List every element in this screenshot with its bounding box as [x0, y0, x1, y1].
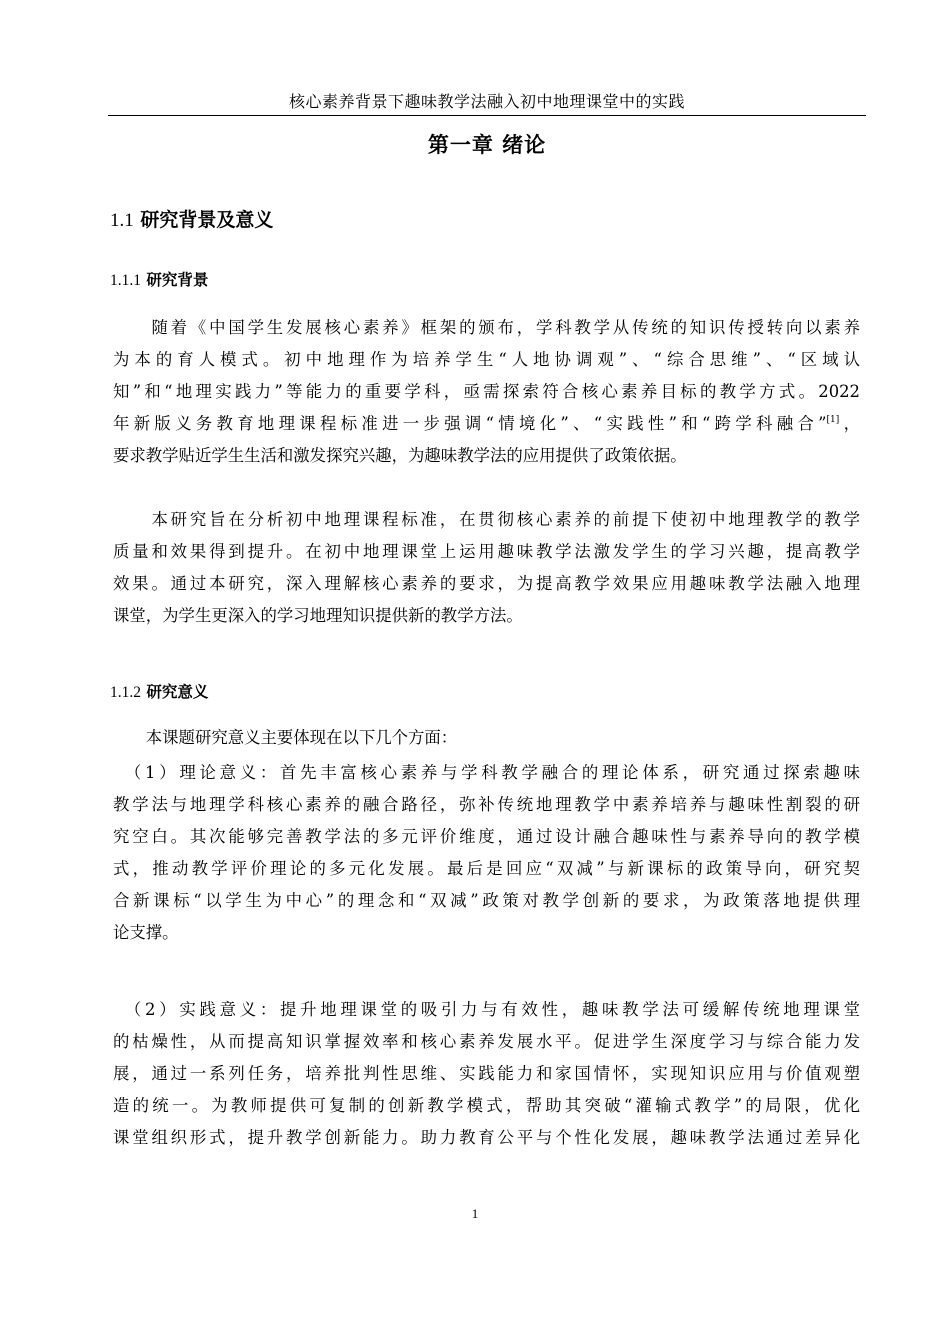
paragraph-line: 为本的育人模式。初中地理作为培养学生“人地协调观”、“综合思维”、“区域认	[113, 350, 860, 369]
subsection-title: 研究背景	[146, 271, 209, 289]
paragraph-significance-intro	[113, 722, 860, 754]
paragraph-background-1	[113, 312, 860, 472]
subsection-number: 1.1.1	[110, 272, 141, 289]
paragraph-line: 究空白。其次能够完善教学法的多元评价维度，通过设计融合趣味性与素养导向的教学模	[113, 827, 860, 846]
section-title: 研究背景及意义	[140, 209, 274, 231]
paragraph-line-with-citation	[113, 408, 860, 440]
subsection-heading-1-1-1	[110, 268, 208, 293]
punctuation: ，	[839, 414, 860, 433]
running-header: 核心素养背景下趣味教学法融入初中地理课堂中的实践	[288, 92, 685, 111]
paragraph-line: 论支撑。	[113, 923, 179, 942]
paragraph-theory-significance	[113, 757, 860, 949]
paragraph-line: 本研究旨在分析初中地理课程标准，在贯彻核心素养的前提下使初中地理教学的教学	[113, 510, 860, 529]
paragraph-line: 知”和“地理实践力”等能力的重要学科，亟需探索符合核心素养目标的教学方式。2022	[113, 382, 860, 401]
paragraph-line: 合新课标“以学生为中心”的理念和“双减”政策对教学创新的要求，为政策落地提供理	[113, 891, 860, 910]
paragraph-text: 年新版义务教育地理课程标准进一步强调“情境化”、“实践性”和“跨学科融合”	[113, 414, 827, 433]
section-heading-1-1	[110, 206, 273, 235]
paragraph-line: 式，推动教学评价理论的多元化发展。最后是回应“双减”与新课标的政策导向，研究契	[113, 859, 860, 878]
paragraph-line: （2）实践意义：提升地理课堂的吸引力与有效性，趣味教学法可缓解传统地理课堂	[113, 1000, 860, 1019]
section-number: 1.1	[110, 210, 134, 231]
subsection-title: 研究意义	[146, 683, 209, 701]
paragraph-line: （1）理论意义：首先丰富核心素养与学科教学融合的理论体系，研究通过探索趣味	[113, 763, 860, 782]
paragraph-line: 造的统一。为教师提供可复制的创新教学模式，帮助其突破“灌输式教学”的局限，优化	[113, 1096, 860, 1115]
citation-mark: [1]	[826, 415, 840, 425]
subsection-heading-1-1-2	[110, 680, 208, 705]
paragraph-line: 教学法与地理学科核心素养的融合路径，弥补传统地理教学中素养培养与趣味性割裂的研	[113, 795, 860, 814]
paragraph-line: 展，通过一系列任务，培养批判性思维、实践能力和家国情怀，实现知识应用与价值观塑	[113, 1064, 860, 1083]
paragraph-background-2	[113, 504, 860, 632]
header-rule	[108, 115, 866, 116]
chapter-title: 第一章 绪论	[427, 133, 547, 157]
paragraph-line: 课堂，为学生更深入的学习地理知识提供新的教学方法。	[113, 606, 523, 625]
paragraph-line: 本课题研究意义主要体现在以下几个方面：	[113, 728, 458, 747]
paragraph-line: 要求教学贴近学生生活和激发探究兴趣，为趣味教学法的应用提供了政策依据。	[113, 446, 687, 465]
paragraph-line: 效果。通过本研究，深入理解核心素养的要求，为提高教学效果应用趣味教学法融入地理	[113, 574, 860, 593]
paragraph-practice-significance	[113, 994, 860, 1154]
paragraph-line: 课堂组织形式，提升教学创新能力。助力教育公平与个性化发展，趣味教学法通过差异化	[113, 1128, 860, 1147]
paragraph-line: 的枯燥性，从而提高知识掌握效率和核心素养发展水平。促进学生深度学习与综合能力发	[113, 1032, 860, 1051]
paragraph-line: 质量和效果得到提升。在初中地理课堂上运用趣味教学法激发学生的学习兴趣，提高教学	[113, 542, 860, 561]
subsection-number: 1.1.2	[110, 684, 141, 701]
paragraph-line: 随着《中国学生发展核心素养》框架的颁布，学科教学从传统的知识传授转向以素养	[113, 318, 860, 337]
page-number: 1	[471, 1206, 479, 1221]
